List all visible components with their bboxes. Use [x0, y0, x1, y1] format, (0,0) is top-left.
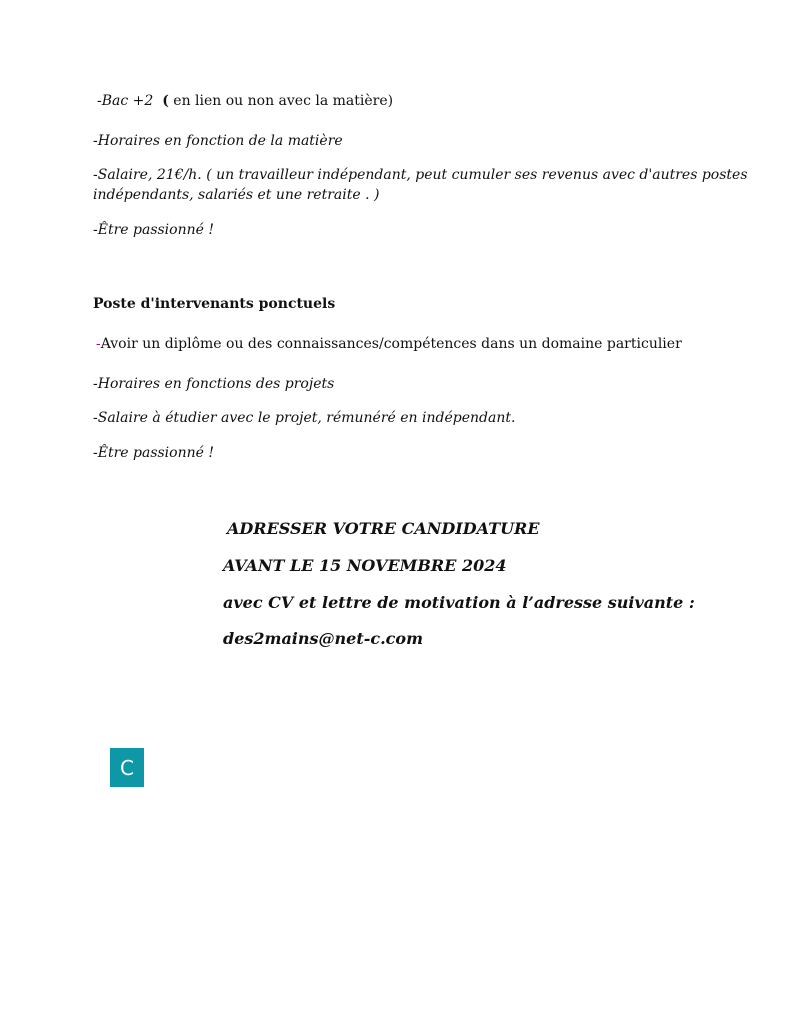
cta-line-2: AVANT LE 15 NOVEMBRE 2024	[223, 556, 507, 575]
bac-paren: (	[162, 93, 169, 109]
requirement-horaires: -Horaires en fonction de la matière	[93, 133, 343, 149]
requirement-bac	[97, 93, 393, 109]
requirement-passion-2: -Être passionné !	[93, 445, 214, 461]
bac-prefix: -Bac +2	[97, 93, 154, 109]
cta-line-1: ADRESSER VOTRE CANDIDATURE	[227, 519, 540, 538]
requirement-passion: -Être passionné !	[93, 222, 214, 238]
diplome-dash: -	[96, 336, 101, 352]
requirement-salaire-line1: -Salaire, 21€/h. ( un travailleur indépendant, peut cumuler ses revenus avec d'autres postes	[93, 167, 748, 183]
requirement-diplome	[96, 336, 682, 352]
requirement-salaire-line2: indépendants, salariés et une retraite . )	[93, 187, 380, 203]
requirement-horaires-projets: -Horaires en fonctions des projets	[93, 376, 335, 392]
requirement-salaire-projet: -Salaire à étudier avec le projet, rémunéré en indépendant.	[93, 410, 516, 426]
diplome-text: Avoir un diplôme ou des connaissances/compétences dans un domaine particulier	[100, 336, 682, 352]
logo-c-icon	[110, 748, 144, 787]
bac-rest: en lien ou non avec la matière)	[173, 93, 394, 109]
cta-line-3: avec CV et lettre de motivation à l’adresse suivante :	[223, 593, 695, 612]
contact-email[interactable]: des2mains@net-c.com	[223, 629, 424, 648]
section-heading: Poste d'intervenants ponctuels	[93, 296, 336, 312]
logo-letter: C	[120, 755, 134, 780]
